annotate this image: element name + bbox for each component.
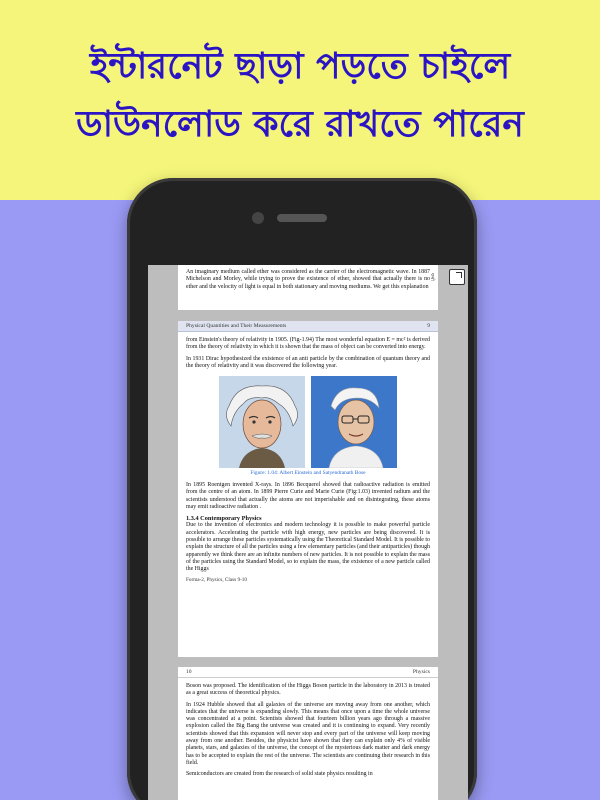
paragraph: Boson was proposed. The identification of the Higgs Boson particle in the laboratory in 2013 is treated as a great success of theoretical physics.: [186, 683, 430, 697]
camera-icon: [252, 212, 264, 224]
pdf-viewer-screen[interactable]: [148, 265, 468, 800]
headline-line-1: ইন্টারনেট ছাড়া পড়তে চাইলে: [89, 46, 511, 87]
headline-line-2: ডাউনলোড করে রাখতে পারেন: [76, 104, 524, 145]
page-footer: Forma-2, Physics, Class 9-10: [186, 577, 247, 584]
figure-caption: Figure: 1.04: Albert Einstein and Satyendranath Bose: [250, 470, 366, 477]
page-number: 10: [186, 669, 192, 675]
paragraph: In 1924 Hubble showed that all galaxies of the universe are moving away from one another, which indicates that the universe is expanding slowly. This means that once upon a time the whole universe was concentrated at a point. Scientists showed that fourteen billion years ago through a massive explosion called the Big Bang the universe was created and it is continuing to expand. Very recently scientists showed that this expansion will never stop and every part of the universe will keep moving away from one another. Besides, the physicist have shown that they can explain only 4% of visible planets, stars, and galaxies of the universe, the concept of the mysterious dark matter and dark energy has to be accepted to explain the rest of the universe. The scientists are continuing their research in this field.: [186, 701, 430, 766]
pdf-page-1: [178, 265, 438, 310]
paragraph: Due to the invention of electronics and modern technology it is possible to make powerful particle accelerators. Accelerating the particle with high energy, new particles are being discovered. It is possible to arrange these particles systematically using the Theoretical Standard Model. It is possible to explain the structure of all the particles using a few elementary particles (and their antiparticles) though apparently we think there are an infinite numbers of new particles. It is not possible to explain the mass of the particles using the Standard Model, so to explain the mass, the existence of a new particle called the Higgs: [186, 522, 430, 573]
figure-images: [178, 376, 438, 468]
pdf-page-2: [178, 321, 438, 657]
page-header: [178, 321, 438, 332]
paragraph: In 1895 Roentgen invented X-rays. In 1896 Becquerel showed that radioactive radiation is emitted from the centre of an atom. In 1899 Pierre Curie and Marie Curie (Fig:1.03) invented radium and the scientists understood that actually the atoms are not imperishable and on disintegrating, these atoms may emit radioactive radiation .: [186, 482, 430, 511]
bose-portrait: [311, 376, 397, 468]
speaker-grille: [277, 214, 327, 222]
page-number: 9: [427, 323, 430, 329]
page-header-title: Physics: [412, 669, 430, 675]
paragraph: In 1931 Dirac hypothesized the existence of an anti particle by the combination of quantum theory and the theory of relativity and it was discovered the following year.: [186, 355, 430, 369]
page-header-title: Physical Quantities and Their Measurements: [186, 323, 287, 329]
page-text: An imaginary medium called ether was considered as the carrier of the electromagnetic wave. In 1887 Michelson and Morley, while trying to prove the existence of ether, showed that actually there is no ether and the velocity of light is equal in both stationary and moving mediums. We get this explanation: [186, 269, 430, 290]
headline: [0, 38, 600, 154]
einstein-portrait: [219, 376, 305, 468]
paragraph: from Einstein's theory of relativity in 1905. (Fig-1.94) The most wonderful equation E = mc² is derived from the theory of relativity in which it is shown that the mass of object can be converted into energy.: [186, 337, 430, 351]
page-header: [178, 667, 438, 678]
pdf-page-3: [178, 667, 438, 800]
page-side-label: ফর্মা: [429, 273, 434, 281]
paragraph: Semiconductors are created from the research of solid state physics resulting in: [186, 771, 373, 778]
section-heading: 1.3.4 Contemporary Physics: [186, 515, 262, 523]
open-external-icon[interactable]: [449, 269, 465, 285]
